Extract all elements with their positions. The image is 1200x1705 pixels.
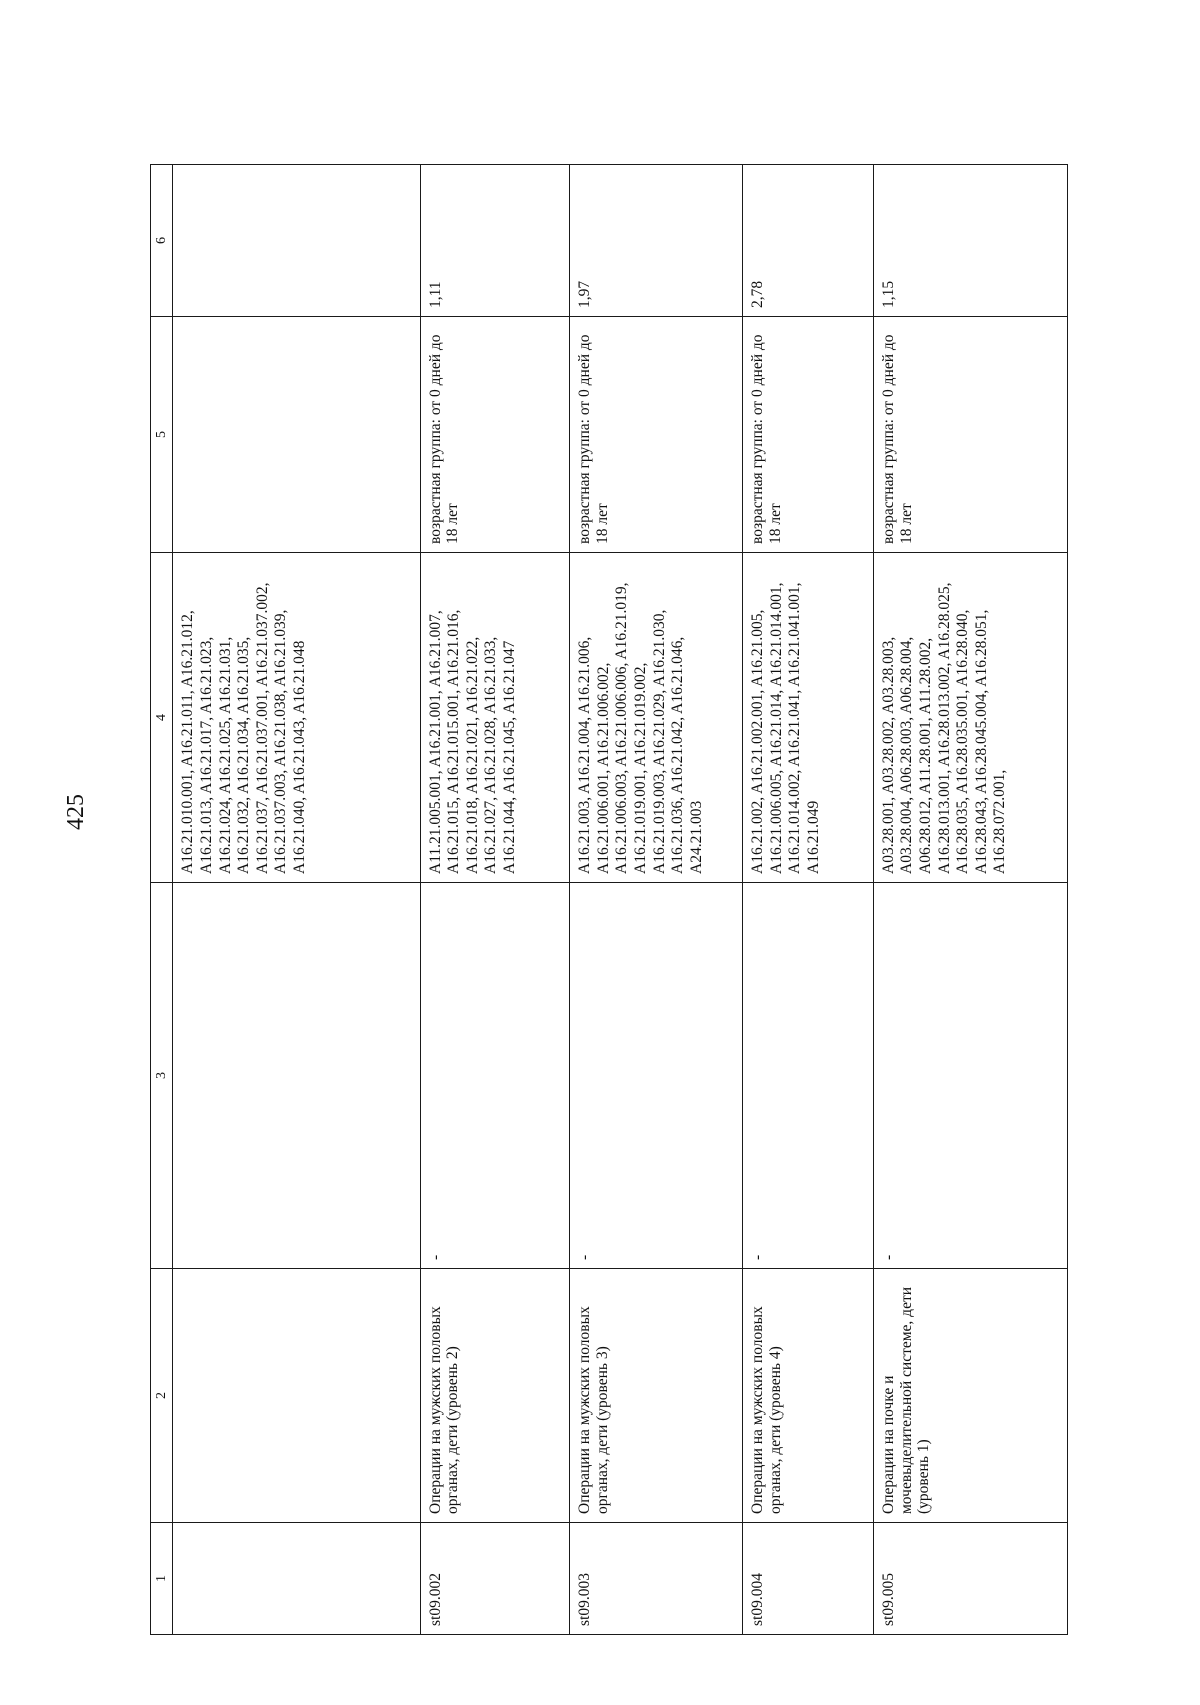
tariff-table — [150, 164, 1068, 1635]
cell-col3 — [173, 883, 420, 1269]
table-row — [570, 165, 743, 1635]
cell-code: st09.005 — [873, 1523, 1067, 1635]
cell-services: A11.21.005.001, A16.21.001, A16.21.007, A16.21.015, A16.21.015.001, A16.21.016, A16.21.018, A16.21.021, A16.21.022, A16.21.027, A16.21.028, A16.21.033, A16.21.044, A16.21.045, A16.21.047 — [420, 553, 570, 883]
cell-criteria — [173, 317, 420, 553]
cell-coefficient: 1,11 — [420, 165, 570, 317]
column-header-2: 2 — [151, 1269, 173, 1523]
cell-name: Операции на мужских половых органах, дети (уровень 3) — [570, 1269, 743, 1523]
table-header-row — [151, 165, 173, 1635]
table-row — [743, 165, 874, 1635]
table-row — [173, 165, 420, 1635]
cell-criteria: возрастная группа: от 0 дней до 18 лет — [873, 317, 1067, 553]
cell-services: A16.21.010.001, A16.21.011, A16.21.012, A16.21.013, A16.21.017, A16.21.023, A16.21.024, A16.21.025, A16.21.031, A16.21.032, A16.21.034, A16.21.035, A16.21.037, A16.21.037.001, A16.21.037.002, A16.21.037.003, A16.21.038, A16.21.039, A16.21.040, A16.21.043, A16.21.048 — [173, 553, 420, 883]
column-header-5: 5 — [151, 317, 173, 553]
rotated-table-container — [150, 165, 1068, 1635]
table-row — [873, 165, 1067, 1635]
cell-criteria: возрастная группа: от 0 дней до 18 лет — [743, 317, 874, 553]
cell-criteria: возрастная группа: от 0 дней до 18 лет — [420, 317, 570, 553]
cell-coefficient: 1,15 — [873, 165, 1067, 317]
cell-col3: - — [743, 883, 874, 1269]
cell-services: A03.28.001, A03.28.002, A03.28.003, A03.28.004, A06.28.003, A06.28.004, A06.28.012, A11.28.001, A11.28.002, A16.28.013.001, A16.28.013.002, A16.28.025, A16.28.035, A16.28.035.001, A16.28.040, A16.28.043, A16.28.045.004, A16.28.051, A16.28.072.001, — [873, 553, 1067, 883]
cell-coefficient — [173, 165, 420, 317]
cell-coefficient: 2,78 — [743, 165, 874, 317]
cell-name: Операции на мужских половых органах, дети (уровень 2) — [420, 1269, 570, 1523]
cell-col3: - — [570, 883, 743, 1269]
cell-code — [173, 1523, 420, 1635]
cell-name — [173, 1269, 420, 1523]
column-header-1: 1 — [151, 1523, 173, 1635]
cell-code: st09.003 — [570, 1523, 743, 1635]
cell-col3: - — [420, 883, 570, 1269]
column-header-4: 4 — [151, 553, 173, 883]
table-row — [420, 165, 570, 1635]
column-header-6: 6 — [151, 165, 173, 317]
page-number: 425 — [63, 794, 89, 830]
cell-name: Операции на почке и мочевыделительной системе, дети (уровень 1) — [873, 1269, 1067, 1523]
cell-col3: - — [873, 883, 1067, 1269]
cell-services: A16.21.002, A16.21.002.001, A16.21.005, A16.21.006.005, A16.21.014, A16.21.014.001, A16.21.014.002, A16.21.041, A16.21.041.001, A16.21.049 — [743, 553, 874, 883]
cell-code: st09.004 — [743, 1523, 874, 1635]
cell-name: Операции на мужских половых органах, дети (уровень 4) — [743, 1269, 874, 1523]
cell-code: st09.002 — [420, 1523, 570, 1635]
column-header-3: 3 — [151, 883, 173, 1269]
cell-services: A16.21.003, A16.21.004, A16.21.006, A16.21.006.001, A16.21.006.002, A16.21.006.003, A16.21.006.006, A16.21.019, A16.21.019.001, A16.21.019.002, A16.21.019.003, A16.21.029, A16.21.030, A16.21.036, A16.21.042, A16.21.046, A24.21.003 — [570, 553, 743, 883]
cell-criteria: возрастная группа: от 0 дней до 18 лет — [570, 317, 743, 553]
cell-coefficient: 1,97 — [570, 165, 743, 317]
